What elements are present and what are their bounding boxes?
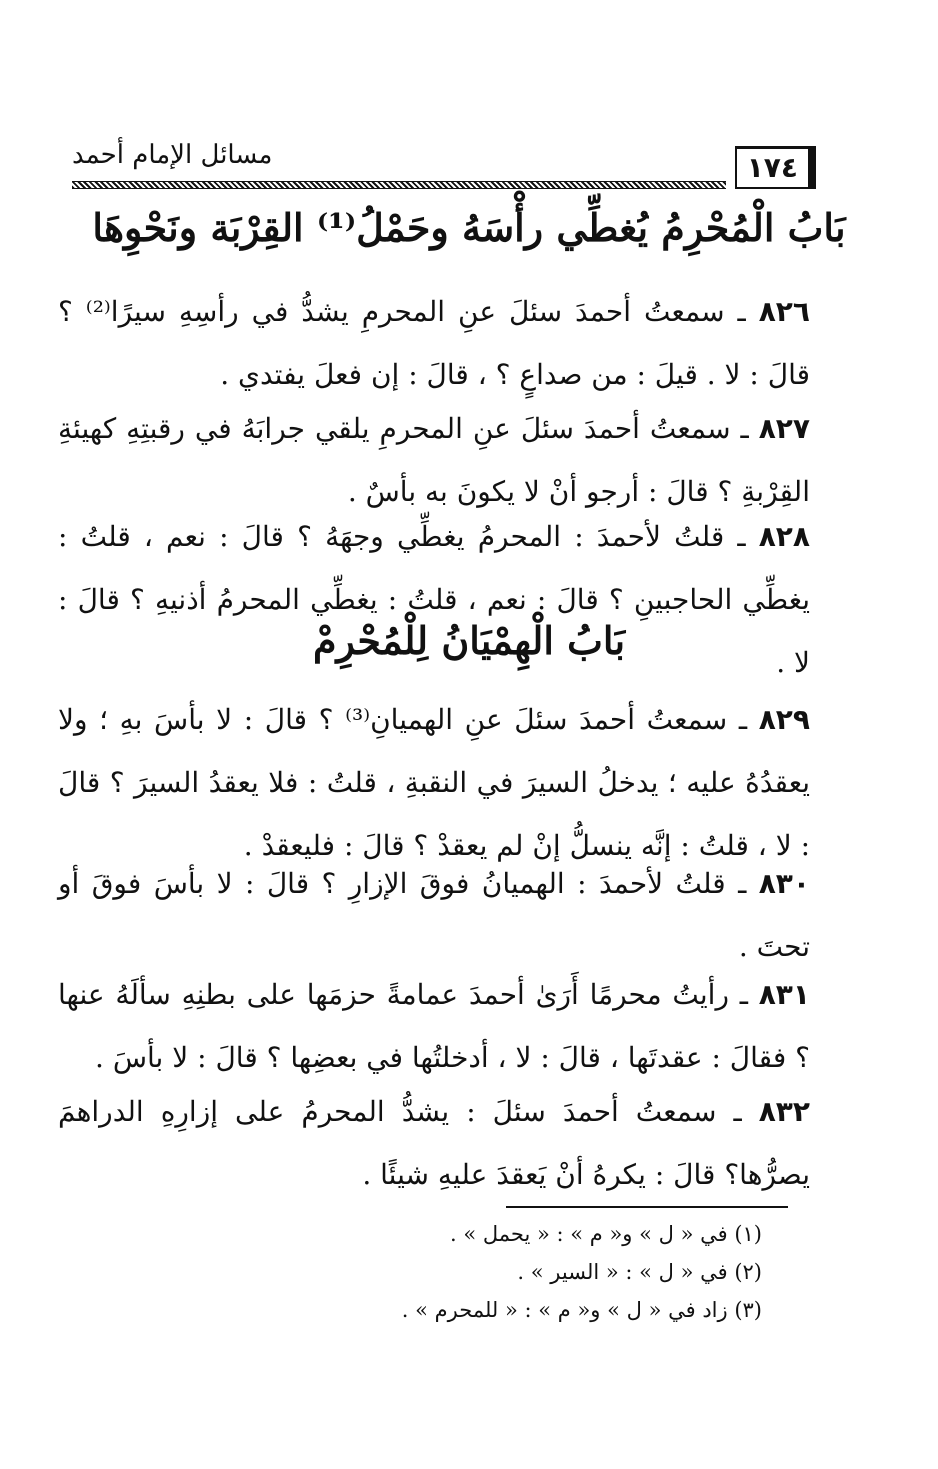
paragraph-828	[58, 505, 810, 694]
paragraph-number: ٨٢٩	[758, 703, 810, 736]
paragraph-number: ٨٢٨	[758, 520, 810, 553]
footnote: (٣) زاد في « ل » و« م » : « للمحرم » .	[401, 1298, 762, 1322]
chapter-title: بَابُ الْهِمْيَانُ لِلْمُحْرِمْ	[312, 618, 626, 663]
paragraph-826	[58, 280, 810, 406]
paragraph-832	[58, 1080, 810, 1206]
paragraph-number: ٨٣٢	[758, 1095, 810, 1128]
paragraph-number: ٨٣١	[758, 978, 810, 1011]
page-number: ١٧٤	[735, 146, 816, 189]
paragraph-text: ـ سمعتُ أحمدَ سئلَ عنِ الهميانِ⁽³⁾ ؟ قالَ : لا بأسَ بهِ ؛ ولا يعقدُهُ عليه ؛ يدخلُ السيرَ في النقبةِ ، قلتُ : فلا يعقدُ السيرَ ؟ قالَ : لا ، قلتُ : إنَّه ينسلُّ إنْ لم يعقدْ ؟ قالَ : فليعقدْ .	[58, 703, 810, 862]
paragraph-829	[58, 688, 810, 877]
running-title: مسائل الإمام أحمد	[72, 140, 273, 170]
paragraph-text: ـ سمعتُ أحمدَ سئلَ : يشدُّ المحرمُ على إزارِهِ الدراهمَ يصرُّها؟ قالَ : يكرهُ أنْ يَعقدَ عليهِ شيئًا .	[58, 1095, 810, 1191]
paragraph-number: ٨٢٧	[758, 412, 810, 445]
footnote: (١) في « ل » و« م » : « يحمل » .	[449, 1222, 762, 1246]
chapter-title: بَابُ الْمُحْرِمُ يُغطِّي رأْسَهُ وحَمْلُ⁽¹⁾ القِرْبَة ونَحْوِهَا	[92, 205, 846, 250]
paragraph-text: ـ رأيتُ محرمًا أَرَىٰ أحمدَ عمامةً حزمَها على بطنِهِ سألَهُ عنها ؟ فقالَ : عقدتَها ، قالَ : لا ، أدخلتُها في بعضِها ؟ قالَ : لا بأسَ .	[58, 978, 810, 1074]
paragraph-831	[58, 963, 810, 1089]
paragraph-number: ٨٣٠	[758, 867, 810, 900]
paragraph-830	[58, 852, 810, 978]
header-rule	[72, 181, 726, 189]
footnote-rule	[506, 1206, 788, 1208]
paragraph-text: ـ سمعتُ أحمدَ سئلَ عنِ المحرمِ يشدُّ في رأسِهِ سيرًا⁽²⁾ ؟ قالَ : لا . قيلَ : من صداعٍ ؟ ، قالَ : إن فعلَ يفتدي .	[58, 295, 810, 391]
footnotes	[402, 1215, 762, 1329]
paragraph-number: ٨٢٦	[758, 295, 810, 328]
paragraph-text: ـ قلتُ لأحمدَ : الهميانُ فوقَ الإزارِ ؟ قالَ : لا بأسَ فوقَ أو تحتَ .	[58, 867, 810, 963]
paragraph-text: ـ سمعتُ أحمدَ سئلَ عنِ المحرمِ يلقي جرابَهُ في رقبتِهِ كهيئةِ القِرْبةِ ؟ قالَ : أرجو أنْ لا يكونَ به بأسٌ .	[58, 412, 810, 508]
footnote: (٢) في « ل » : « السير » .	[517, 1260, 762, 1284]
paragraph-text: ـ قلتُ لأحمدَ : المحرمُ يغطِّي وجهَهُ ؟ قالَ : نعم ، قلتُ : يغطِّي الحاجبينِ ؟ قالَ : نعم ، قلتُ : يغطِّي المحرمُ أذنيهِ ؟ قالَ : لا .	[58, 520, 810, 679]
